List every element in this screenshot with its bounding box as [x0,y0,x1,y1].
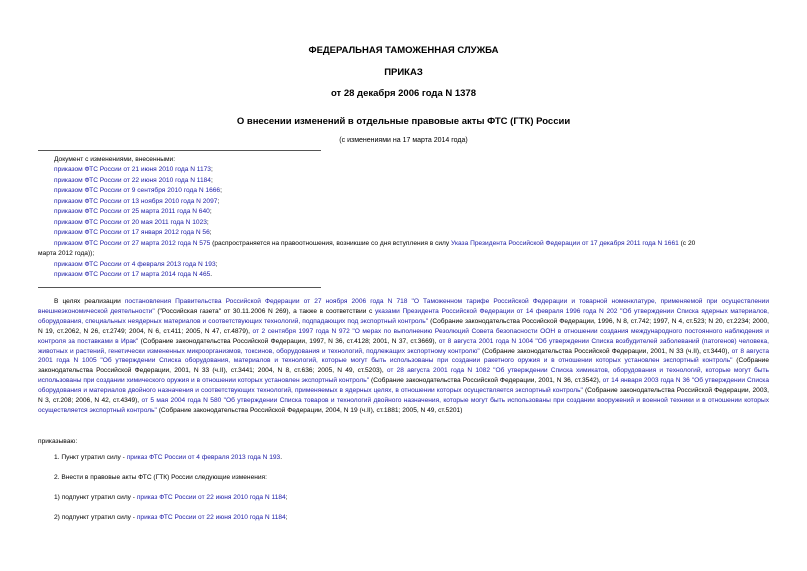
order-item-1-text: 1. Пункт утратил силу - [54,454,127,461]
legal-act-link[interactable]: от 5 мая 2004 года N 580 "Об утверждении Списка товаров и технологий двойного назначения, которые могут быть использованы при создании вооружений и военной техники и в отношении которых осуществляется экспортный контроль" [38,397,769,414]
change-item [38,270,778,280]
document-date-number: от 28 декабря 2006 года N 1378 [330,88,476,99]
change-link[interactable]: приказом ФТС России от 9 сентября 2010 года N 1666 [54,187,221,195]
preamble-text: В целях реализации [54,298,125,305]
legal-act-link[interactable]: от 8 августа 2001 года N 1004 "Об утверждении Списка возбудителей заболеваний (патогенов) человека, животных и растений, генетически измененных микроорганизмов, токсинов, оборудования и технологий, подлежащих экспортному контролю" [38,337,769,355]
preamble-text: (Собрание законодательства Российской Федерации, 2001, N 33 (ч.II), ст.3440), [479,347,732,355]
legal-act-link[interactable]: от 28 августа 2001 года N 1082 "Об утверждении Списка химикатов, оборудования и технологий, которые могут быть использованы при создании химического оружия и в отношении которых установлен экспортный контроль" [38,367,769,385]
order-item-2: 2. Внести в правовые акты ФТС (ГТК) России следующие изменения: [54,474,267,481]
change-item-tail: ; [210,176,213,184]
order-lead: приказываю: [38,438,78,445]
change-link[interactable]: приказом ФТС России от 17 января 2012 года N 56 [54,229,210,237]
order-item-4-link[interactable]: приказ ФТС России от 22 июня 2010 года N 1184 [136,514,286,521]
change-link[interactable]: приказом ФТС России от 22 июня 2010 года N 1184 [54,176,211,184]
legal-act-link[interactable]: от 2 сентября 1997 года N 972 "О мерах по выполнению Резолюций Совета безопасности ООН в отношении создания международного постоянного наблюдения и контроля за поставками в Ирак" [38,327,769,345]
revision-note: (с изменениями на 17 марта 2014 года) [339,137,468,144]
change-item-tail: ; [209,229,212,237]
agency-heading: ФЕДЕРАЛЬНАЯ ТАМОЖЕННАЯ СЛУЖБА [308,45,499,56]
change-item [38,207,778,217]
change-item [38,186,778,196]
changes-list [38,155,778,280]
change-item-special-cont: марта 2012 года)); [38,250,95,258]
legal-act-link[interactable]: от 8 августа 2001 года N 1005 "Об утверждении Списка оборудования, материалов и технологий, которые могут быть использованы при создании ракетного оружия и в отношении которых установлен экспортный контроль" [38,347,769,365]
decree-link[interactable]: Указа Президента Российской Федерации от 17 декабря 2011 года N 1661 [451,239,679,247]
preamble-text: (Собрание законодательства Российской Федерации, 2001, N 33 (ч.II), ст.3441; 2004, N 8, ст.636; 2005, N 49, ст.5203), [38,357,770,375]
change-item [38,260,778,270]
change-item-tail: ; [209,208,212,216]
change-item-tail: ; [215,260,218,268]
preamble-text: (Собрание законодательства Российской Федерации, 2003, N 3, ст.208; 2006, N 42, ст.4349), [38,387,769,405]
change-note: (распространяется на правоотношения, возникшие со дня вступления в силу [210,239,452,247]
order-item-4 [54,514,288,521]
change-item-special [38,239,778,249]
order-item-3-tail: ; [285,494,288,501]
change-item-tail: ; [217,197,220,205]
change-item-tail: ; [210,166,213,174]
change-item [38,176,778,186]
order-item-3-text: 1) подпункт утратил силу - [54,494,137,501]
legal-act-link[interactable]: указами Президента Российской Федерации от 14 февраля 1996 года N 202 "Об утверждении Списка ядерных материалов, оборудования, специальных неядерных материалов и соответствующих технологий, подпадающих под экспортный контроль" [38,307,770,325]
change-link[interactable]: приказом ФТС России от 25 марта 2011 года N 640 [54,208,210,216]
order-item-4-text: 2) подпункт утратил силу - [54,514,137,521]
change-link[interactable]: приказом ФТС России от 4 февраля 2013 года N 193 [54,260,216,268]
change-link[interactable]: приказом ФТС России от 17 марта 2014 года N 465 [54,270,211,278]
legal-act-link[interactable]: постановления Правительства Российской Федерации от 27 ноября 2006 года N 718 "О Таможенном тарифе Российской Федерации и товарной номенклатуре, применяемой при осуществлении внешнеэкономической деятельности" [38,298,769,315]
divider-bottom [38,287,321,288]
change-link[interactable]: приказом ФТС России от 20 мая 2011 года N 1023 [54,218,207,226]
order-item-1 [54,454,282,461]
order-item-3 [54,494,288,501]
order-item-3-link[interactable]: приказ ФТС России от 22 июня 2010 года N 1184 [136,494,286,501]
change-link[interactable]: приказом ФТС России от 13 ноября 2010 года N 2097 [54,197,218,205]
order-item-4-tail: ; [285,514,288,521]
change-item-tail: ; [220,187,222,195]
preamble-text: (Собрание законодательства Российской Федерации, 2001, N 36, ст.3542), [369,377,603,385]
document-title: О внесении изменений в отдельные правовые акты ФТС (ГТК) России [236,116,571,127]
document-type: ПРИКАЗ [384,67,423,78]
legal-act-link[interactable]: от 14 января 2003 года N 36 "Об утверждении Списка оборудования и материалов двойного назначения и соответствующих технологий, применяемых в ядерных целях, в отношении которых осуществляется экспортный контроль" [38,377,769,395]
preamble-text: (Собрание законодательства Российской Федерации, 1997, N 36, ст.4128; 2001, N 37, ст.3669), [138,337,439,345]
preamble-paragraph [38,297,769,416]
change-link[interactable]: приказом ФТС России от 21 июня 2010 года N 1173 [54,166,211,174]
change-item [38,228,778,238]
preamble-text: ("Российская газета" от 30.11.2006 N 269), а также в соответствии с [154,307,375,315]
preamble-text: (Собрание законодательства Российской Федерации, 1996, N 8, ст.742; 1997, N 4, ст.523; N 20, ст.2234; 2000, N 19, ст.2062, N 26, ст.2749; 2004, N 6, ст.411; 2005, N 47, ст.4879), [38,317,769,335]
divider-top [38,150,321,151]
change-note-tail: (с 20 [678,239,696,247]
change-item [38,165,778,175]
change-link[interactable]: приказом ФТС России от 27 марта 2012 года N 575 [54,239,211,247]
changes-intro: Документ с изменениями, внесенными: [54,156,176,163]
order-item-1-link[interactable]: приказ ФТС России от 4 февраля 2013 года N 193 [126,454,281,461]
change-item [38,218,778,228]
preamble-text: (Собрание законодательства Российской Федерации, 2004, N 19 (ч.II), ст.1881; 2005, N 49, ст.5201) [156,406,463,414]
change-item-tail: . [210,270,213,278]
change-item [38,197,778,207]
order-item-1-tail: . [280,454,283,461]
change-item-tail: ; [206,218,209,226]
